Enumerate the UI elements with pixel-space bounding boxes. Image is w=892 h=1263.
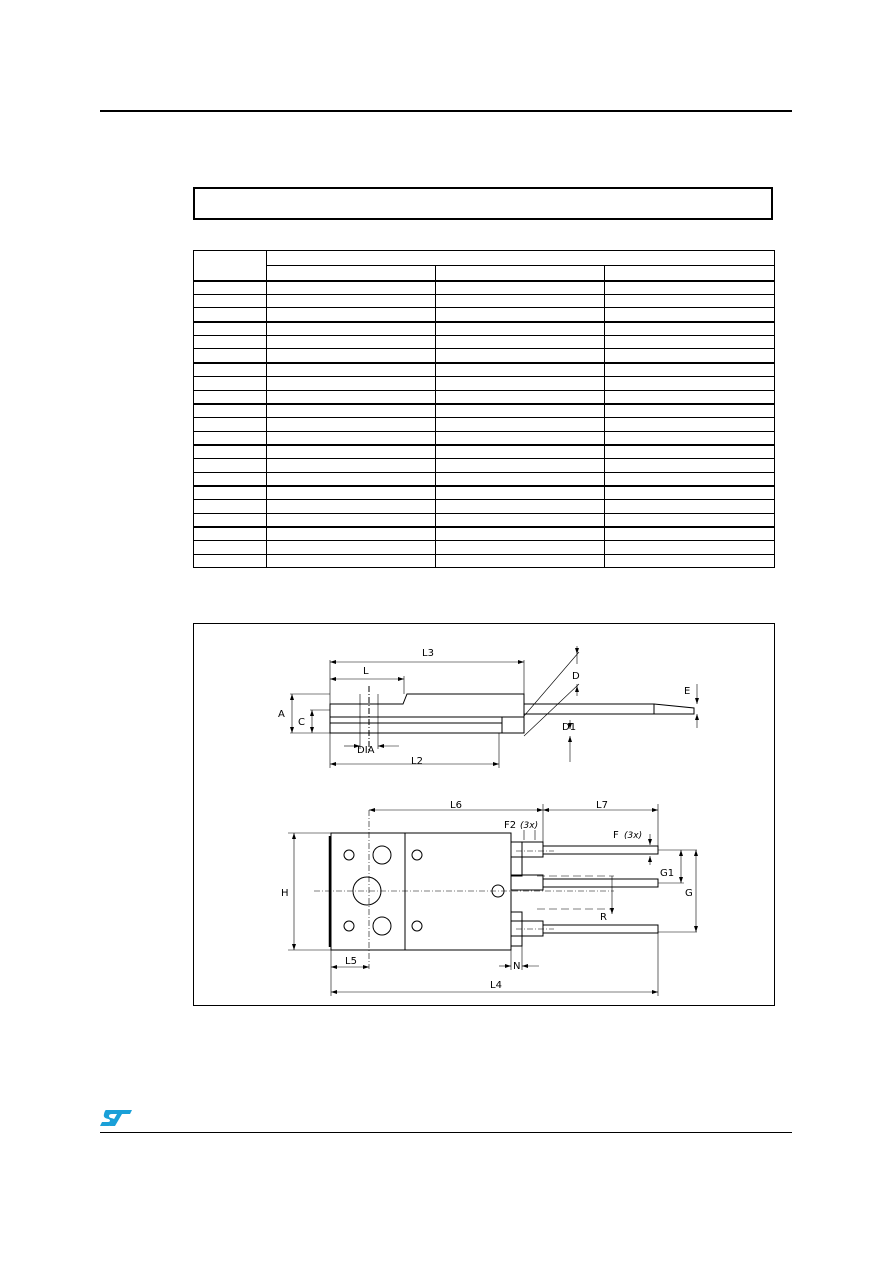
- table-cell: [436, 431, 605, 445]
- table-row: [194, 486, 775, 500]
- header-cell-typ: [436, 266, 605, 281]
- table-cell: [267, 404, 436, 418]
- table-cell: [194, 363, 267, 377]
- label-D: D: [572, 671, 580, 682]
- table-cell: [436, 500, 605, 514]
- table-cell: [267, 322, 436, 336]
- table-cell: [605, 376, 775, 390]
- label-L5: L5: [345, 956, 357, 967]
- table-cell: [194, 349, 267, 363]
- table-cell: [436, 404, 605, 418]
- table-cell: [267, 541, 436, 555]
- table-row: [194, 431, 775, 445]
- table-cell: [436, 335, 605, 349]
- table-cell: [605, 349, 775, 363]
- header-cell-max: [605, 266, 775, 281]
- label-L6: L6: [450, 800, 462, 811]
- table-cell: [436, 390, 605, 404]
- table-cell: [267, 363, 436, 377]
- table-cell: [194, 513, 267, 527]
- table-cell: [194, 404, 267, 418]
- table-cell: [605, 308, 775, 322]
- label-H: H: [281, 888, 289, 899]
- label-L3: L3: [422, 648, 434, 659]
- label-G: G: [685, 888, 693, 899]
- table-cell: [194, 281, 267, 295]
- table-cell: [605, 281, 775, 295]
- table-row: [194, 308, 775, 322]
- table-cell: [267, 431, 436, 445]
- label-R: R: [600, 912, 607, 923]
- table-cell: [267, 390, 436, 404]
- table-row: [194, 404, 775, 418]
- table-row: [194, 335, 775, 349]
- table-cell: [605, 513, 775, 527]
- header-rule: [100, 110, 792, 112]
- table-cell: [436, 541, 605, 555]
- table-cell: [436, 294, 605, 308]
- table-cell: [605, 458, 775, 472]
- label-C: C: [298, 717, 305, 728]
- table-cell: [436, 445, 605, 459]
- label-F-note: (3x): [624, 831, 643, 841]
- label-L: L: [363, 666, 369, 677]
- table-cell: [436, 308, 605, 322]
- table-row: [194, 445, 775, 459]
- table-row: [194, 294, 775, 308]
- table-cell: [267, 472, 436, 486]
- table-cell: [267, 486, 436, 500]
- table-cell: [194, 308, 267, 322]
- table-cell: [267, 445, 436, 459]
- table-cell: [436, 472, 605, 486]
- label-A: A: [278, 709, 285, 720]
- table-cell: [194, 390, 267, 404]
- table-row: [194, 376, 775, 390]
- table-cell: [194, 458, 267, 472]
- table-cell: [436, 486, 605, 500]
- label-N: N: [513, 961, 521, 972]
- table-cell: [436, 527, 605, 541]
- dimensions-table-grid: [193, 250, 775, 568]
- table-cell: [436, 349, 605, 363]
- table-cell: [436, 417, 605, 431]
- table-row: [194, 472, 775, 486]
- header-cell-min: [267, 266, 436, 281]
- st-logo-icon: [100, 1108, 134, 1128]
- label-F: F: [613, 830, 619, 841]
- table-cell: [194, 541, 267, 555]
- table-cell: [267, 458, 436, 472]
- table-cell: [436, 363, 605, 377]
- table-cell: [605, 404, 775, 418]
- table-row: [194, 417, 775, 431]
- header-cell-dimension: [194, 251, 267, 281]
- table-row: [194, 390, 775, 404]
- label-E: E: [684, 686, 691, 697]
- table-cell: [605, 486, 775, 500]
- table-cell: [605, 431, 775, 445]
- table-cell: [436, 554, 605, 568]
- table-cell: [194, 472, 267, 486]
- table-cell: [267, 308, 436, 322]
- table-cell: [436, 458, 605, 472]
- package-drawing-figure: [193, 623, 775, 1006]
- table-cell: [267, 527, 436, 541]
- table-cell: [436, 376, 605, 390]
- table-cell: [267, 500, 436, 514]
- header-cell-unit: [267, 251, 775, 266]
- table-cell: [436, 513, 605, 527]
- package-title-box: [193, 187, 773, 220]
- dimension-arrows: [290, 648, 699, 994]
- table-cell: [194, 431, 267, 445]
- table-row: [194, 554, 775, 568]
- table-cell: [605, 527, 775, 541]
- table-cell: [267, 554, 436, 568]
- table-row: [194, 363, 775, 377]
- table-cell: [267, 349, 436, 363]
- label-F2: F2: [504, 820, 517, 831]
- table-cell: [605, 472, 775, 486]
- table-row: [194, 527, 775, 541]
- table-cell: [605, 554, 775, 568]
- table-cell: [194, 500, 267, 514]
- table-cell: [194, 554, 267, 568]
- table-cell: [267, 513, 436, 527]
- label-G1: G1: [660, 868, 675, 879]
- table-cell: [605, 417, 775, 431]
- table-cell: [605, 294, 775, 308]
- table-row: [194, 500, 775, 514]
- label-D1: D1: [562, 722, 577, 733]
- table-cell: [605, 322, 775, 336]
- table-cell: [605, 335, 775, 349]
- table-row: [194, 541, 775, 555]
- footer-rule: [100, 1132, 792, 1133]
- table-cell: [267, 417, 436, 431]
- label-L7: L7: [596, 800, 608, 811]
- table-row: [194, 322, 775, 336]
- table-cell: [267, 294, 436, 308]
- table-header-row: [194, 251, 775, 266]
- table-cell: [605, 390, 775, 404]
- label-DIA: DIA: [357, 745, 375, 756]
- table-cell: [436, 322, 605, 336]
- table-cell: [194, 294, 267, 308]
- table-row: [194, 458, 775, 472]
- label-F2-note: (3x): [520, 821, 539, 831]
- table-cell: [605, 541, 775, 555]
- dimensions-table: [193, 250, 774, 574]
- table-row: [194, 513, 775, 527]
- label-L4: L4: [490, 980, 502, 991]
- table-cell: [194, 335, 267, 349]
- package-outline-drawing: [194, 624, 776, 1007]
- table-subheader-row: [194, 266, 775, 281]
- table-cell: [605, 445, 775, 459]
- table-cell: [194, 322, 267, 336]
- table-cell: [194, 486, 267, 500]
- table-cell: [194, 527, 267, 541]
- table-cell: [267, 281, 436, 295]
- side-view: [290, 646, 697, 768]
- table-cell: [267, 376, 436, 390]
- table-cell: [605, 500, 775, 514]
- label-L2: L2: [411, 756, 423, 767]
- table-row: [194, 281, 775, 295]
- table-cell: [194, 417, 267, 431]
- table-cell: [194, 376, 267, 390]
- table-row: [194, 349, 775, 363]
- table-cell: [194, 445, 267, 459]
- table-cell: [605, 363, 775, 377]
- table-cell: [267, 335, 436, 349]
- table-cell: [436, 281, 605, 295]
